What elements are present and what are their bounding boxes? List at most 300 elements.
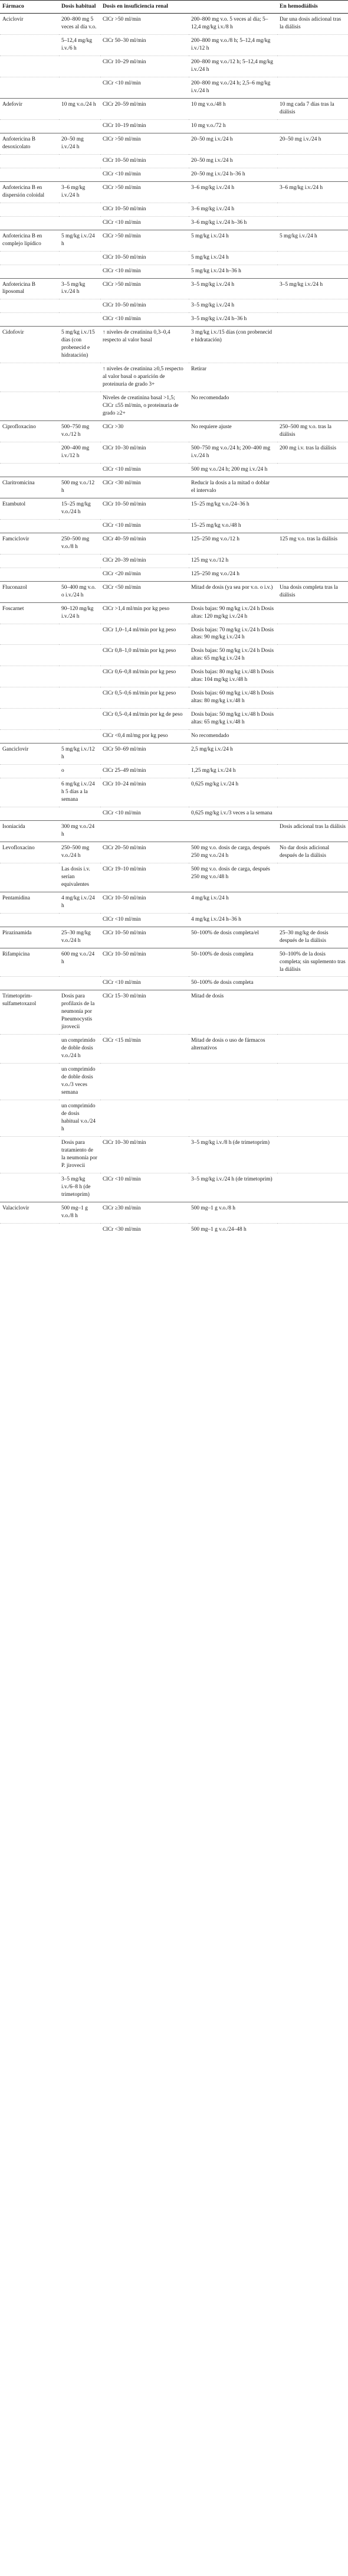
cell-condition: ClCr <10 ml/min (100, 519, 189, 533)
cell-usual-dose (59, 265, 100, 278)
cell-hemodialysis (277, 687, 348, 709)
cell-drug (0, 1064, 59, 1100)
cell-drug (0, 251, 59, 265)
cell-usual-dose (59, 807, 100, 820)
cell-condition: ClCr <50 ml/min (100, 581, 189, 602)
cell-drug: Isoniacida (0, 820, 59, 842)
cell-condition: ↑ niveles de creatinina 0,3–0,4 respecto al valor basal (100, 327, 189, 363)
cell-usual-dose: 90–120 mg/kg i.v./24 h (59, 602, 100, 624)
cell-renal-dose: 3–6 mg/kg i.v./24 h–36 h (189, 216, 277, 230)
cell-hemodialysis (277, 778, 348, 807)
cell-usual-dose (59, 624, 100, 645)
table-row (0, 154, 348, 168)
cell-renal-dose: 20–50 mg i.v./24 h–36 h (189, 168, 277, 181)
cell-drug (0, 554, 59, 568)
cell-hemodialysis (277, 477, 348, 498)
cell-renal-dose: Mitad de dosis (ya sea por v.o. o i.v.) (189, 581, 277, 602)
cell-renal-dose: 2,5 mg/kg i.v./24 h (189, 744, 277, 765)
cell-condition: ClCr 19–10 ml/min (100, 863, 189, 892)
cell-drug (0, 56, 59, 77)
cell-renal-dose: No recomendado (189, 730, 277, 744)
cell-renal-dose: 3–5 mg/kg i.v./24 h (de trimetoprim) (189, 1173, 277, 1202)
cell-hemodialysis: 3–5 mg/kg i.v./24 h (277, 278, 348, 299)
cell-hemodialysis: 50–100% de la dosis completa; sin suplemento tras la diálisis (277, 948, 348, 977)
cell-condition (100, 1064, 189, 1100)
cell-hemodialysis (277, 251, 348, 265)
cell-hemodialysis (277, 977, 348, 990)
cell-usual-dose: 6 mg/kg i.v./24 h 5 días a la semana (59, 778, 100, 807)
cell-renal-dose: 3 mg/kg i.v./15 días (con probenecid e hidratación) (189, 327, 277, 363)
cell-drug (0, 77, 59, 99)
table-row (0, 168, 348, 181)
cell-condition: ClCr <10 ml/min (100, 265, 189, 278)
cell-usual-dose (59, 203, 100, 216)
cell-drug (0, 392, 59, 421)
cell-hemodialysis (277, 892, 348, 913)
table-row (0, 313, 348, 327)
cell-drug (0, 778, 59, 807)
cell-hemodialysis: 20–50 mg i.v./24 h (277, 133, 348, 154)
cell-condition (100, 1100, 189, 1137)
cell-drug: Anfotericina B desoxicolato (0, 133, 59, 154)
cell-renal-dose: 15–25 mg/kg v.o./48 h (189, 519, 277, 533)
cell-usual-dose: 5 mg/kg i.v./12 h (59, 744, 100, 765)
cell-condition: ClCr <10 ml/min (100, 77, 189, 99)
cell-hemodialysis: Dosis adicional tras la diálisis (277, 820, 348, 842)
cell-drug: Adefovir (0, 98, 59, 119)
table-row (0, 477, 348, 498)
cell-condition: ClCr 10–50 ml/min (100, 203, 189, 216)
cell-hemodialysis (277, 1064, 348, 1100)
cell-condition: ClCr <10 ml/min (100, 216, 189, 230)
cell-hemodialysis (277, 765, 348, 778)
cell-drug: Aciclovir (0, 14, 59, 35)
cell-renal-dose: 4 mg/kg i.v./24 h (189, 892, 277, 913)
cell-renal-dose: 4 mg/kg i.v./24 h–36 h (189, 913, 277, 927)
table-row (0, 778, 348, 807)
table-row (0, 568, 348, 581)
cell-usual-dose: 50–400 mg v.o. o i.v./24 h (59, 581, 100, 602)
cell-condition: ClCr 50–69 ml/min (100, 744, 189, 765)
cell-usual-dose (59, 363, 100, 392)
cell-hemodialysis (277, 913, 348, 927)
cell-renal-dose: Reducir la dosis a la mitad o doblar el intervalo (189, 477, 277, 498)
cell-usual-dose (59, 216, 100, 230)
cell-condition: ClCr <10 ml/min (100, 977, 189, 990)
cell-hemodialysis (277, 730, 348, 744)
cell-drug: Foscarnet (0, 602, 59, 624)
table-row (0, 1223, 348, 1236)
cell-usual-dose: 5 mg/kg i.v./15 días (con probenecid e hidratación) (59, 327, 100, 363)
cell-condition: ClCr <10 ml/min (100, 913, 189, 927)
table-row (0, 119, 348, 133)
cell-usual-dose: 4 mg/kg i.v./24 h (59, 892, 100, 913)
table-row (0, 1202, 348, 1223)
cell-usual-dose: 3–5 mg/kg i.v./6–8 h (de trimetoprim) (59, 1173, 100, 1202)
cell-hemodialysis: 10 mg cada 7 días tras la diálisis (277, 98, 348, 119)
table-body (0, 14, 348, 1237)
table-row (0, 624, 348, 645)
cell-renal-dose: 3–6 mg/kg i.v./24 h (189, 203, 277, 216)
table-row (0, 1136, 348, 1173)
cell-usual-dose (59, 645, 100, 666)
cell-condition: ClCr <30 ml/min (100, 477, 189, 498)
cell-condition: ClCr 10–50 ml/min (100, 299, 189, 313)
cell-usual-dose: 15–25 mg/kg v.o./24 h (59, 498, 100, 519)
table-row (0, 363, 348, 392)
cell-drug (0, 666, 59, 687)
cell-condition: ClCr 10–29 ml/min (100, 56, 189, 77)
cell-renal-dose: Retirar (189, 363, 277, 392)
cell-hemodialysis (277, 299, 348, 313)
cell-hemodialysis: 250–500 mg v.o. tras la diálisis (277, 421, 348, 442)
cell-condition: ClCr <0,4 ml/mg por kg peso (100, 730, 189, 744)
cell-usual-dose (59, 392, 100, 421)
cell-usual-dose: 500 mg v.o./12 h (59, 477, 100, 498)
cell-condition: ClCr >50 ml/min (100, 133, 189, 154)
cell-renal-dose: Dosis bajas: 70 mg/kg i.v./24 h Dosis altas: 90 mg/kg i.v./24 h (189, 624, 277, 645)
cell-renal-dose: 125 mg v.o./12 h (189, 554, 277, 568)
cell-renal-dose: 200–800 mg v.o./24 h; 2,5–6 mg/kg i.v./24 h (189, 77, 277, 99)
cell-drug (0, 35, 59, 56)
table-row (0, 519, 348, 533)
cell-condition: ClCr 10–30 ml/min (100, 1136, 189, 1173)
cell-drug (0, 463, 59, 477)
cell-hemodialysis: Una dosis completa tras la diálisis (277, 581, 348, 602)
cell-usual-dose (59, 313, 100, 327)
cell-condition: ClCr 0,5–0,6 ml/min por kg peso (100, 687, 189, 709)
cell-hemodialysis (277, 624, 348, 645)
cell-usual-dose: 500–750 mg v.o./12 h (59, 421, 100, 442)
cell-renal-dose: 200–800 mg v.o. 5 veces al día; 5–12,4 mg/kg i.v./8 h (189, 14, 277, 35)
table-row (0, 765, 348, 778)
cell-drug (0, 519, 59, 533)
cell-condition: ClCr 10–50 ml/min (100, 948, 189, 977)
cell-renal-dose: 500 mg–1 g v.o./24–48 h (189, 1223, 277, 1236)
cell-condition: Niveles de creatinina basal >1,5; ClCr ≤55 ml/min, o proteinuria de grado ≥2+ (100, 392, 189, 421)
cell-renal-dose: 3–5 mg/kg i.v./24 h–36 h (189, 313, 277, 327)
table-row (0, 77, 348, 99)
cell-drug (0, 709, 59, 730)
cell-usual-dose: Las dosis i.v. serían equivalentes (59, 863, 100, 892)
cell-renal-dose: 20–50 mg i.v./24 h (189, 133, 277, 154)
cell-condition: ClCr 10–24 ml/min (100, 778, 189, 807)
cell-condition: ClCr >30 (100, 421, 189, 442)
cell-renal-dose: 1,25 mg/kg i.v./24 h (189, 765, 277, 778)
table-row (0, 581, 348, 602)
cell-drug: Valaciclovir (0, 1202, 59, 1223)
cell-hemodialysis (277, 666, 348, 687)
cell-usual-dose: 20–50 mg i.v./24 h (59, 133, 100, 154)
cell-hemodialysis (277, 168, 348, 181)
cell-usual-dose: un comprimido de doble dosis v.o./24 h (59, 1035, 100, 1064)
table-row (0, 216, 348, 230)
cell-hemodialysis (277, 265, 348, 278)
table-row (0, 278, 348, 299)
table-row (0, 645, 348, 666)
table-row (0, 554, 348, 568)
cell-usual-dose: un comprimido de doble dosis v.o./3 veces semana (59, 1064, 100, 1100)
table-row (0, 56, 348, 77)
header-drug: Fármaco (0, 1, 59, 14)
cell-renal-dose: 50–100% de dosis completa/el (189, 927, 277, 948)
drug-dosing-table-container (0, 0, 348, 1237)
cell-hemodialysis (277, 1136, 348, 1173)
cell-usual-dose (59, 519, 100, 533)
table-row (0, 442, 348, 464)
cell-renal-dose: Dosis bajas: 80 mg/kg i.v./48 h Dosis altas: 104 mg/kg i.v./48 h (189, 666, 277, 687)
table-row (0, 35, 348, 56)
cell-hemodialysis (277, 645, 348, 666)
cell-renal-dose: 500 mg v.o. dosis de carga, después 250 mg v.o./24 h (189, 842, 277, 863)
cell-drug (0, 119, 59, 133)
cell-renal-dose: 0,625 mg/kg i.v./24 h (189, 778, 277, 807)
cell-condition: ClCr >50 ml/min (100, 181, 189, 203)
cell-condition: ClCr <10 ml/min (100, 807, 189, 820)
cell-hemodialysis (277, 463, 348, 477)
cell-condition: ClCr <20 ml/min (100, 568, 189, 581)
cell-condition: ClCr >1,4 ml/min por kg peso (100, 602, 189, 624)
table-row (0, 1173, 348, 1202)
cell-renal-dose: Dosis bajas: 90 mg/kg i.v./24 h Dosis altas: 120 mg/kg i.v./24 h (189, 602, 277, 624)
cell-renal-dose: 125–250 mg v.o./12 h (189, 533, 277, 554)
cell-drug: Pentamidina (0, 892, 59, 913)
cell-usual-dose: 25–30 mg/kg v.o./24 h (59, 927, 100, 948)
cell-hemodialysis (277, 392, 348, 421)
cell-hemodialysis (277, 154, 348, 168)
cell-drug (0, 765, 59, 778)
cell-hemodialysis (277, 990, 348, 1035)
cell-renal-dose: 3–5 mg/kg i.v./24 h (189, 299, 277, 313)
cell-drug: Anfotericina B en complejo lipídico (0, 230, 59, 251)
cell-usual-dose: 300 mg v.o./24 h (59, 820, 100, 842)
cell-drug (0, 645, 59, 666)
cell-usual-dose (59, 709, 100, 730)
cell-drug (0, 216, 59, 230)
cell-condition: ClCr <10 ml/min (100, 168, 189, 181)
cell-renal-dose: 50–100% de dosis completa (189, 977, 277, 990)
cell-usual-dose (59, 463, 100, 477)
cell-drug (0, 203, 59, 216)
cell-renal-dose: 3–5 mg/kg i.v./24 h (189, 278, 277, 299)
cell-condition: ClCr 10–50 ml/min (100, 498, 189, 519)
cell-renal-dose: 500 mg v.o. dosis de carga, después 250 mg v.o./48 h (189, 863, 277, 892)
cell-renal-dose: Dosis bajas: 60 mg/kg i.v./48 h Dosis altas: 80 mg/kg i.v./48 h (189, 687, 277, 709)
table-row (0, 251, 348, 265)
cell-renal-dose (189, 1064, 277, 1100)
cell-usual-dose: 250–500 mg v.o./24 h (59, 842, 100, 863)
cell-usual-dose (59, 299, 100, 313)
cell-renal-dose: 5 mg/kg i.v./24 h (189, 251, 277, 265)
cell-usual-dose (59, 168, 100, 181)
header-usual-dose: Dosis habitual (59, 1, 100, 14)
cell-renal-dose: 5 mg/kg i.v./24 h (189, 230, 277, 251)
cell-drug (0, 1223, 59, 1236)
cell-drug: Pirazinamida (0, 927, 59, 948)
cell-hemodialysis (277, 807, 348, 820)
cell-renal-dose: 500 mg–1 g v.o./8 h (189, 1202, 277, 1223)
cell-renal-dose: 500–750 mg v.o./24 h; 200–400 mg i.v./24 h (189, 442, 277, 464)
cell-usual-dose (59, 977, 100, 990)
table-row (0, 230, 348, 251)
cell-condition: ClCr >50 ml/min (100, 14, 189, 35)
cell-drug (0, 154, 59, 168)
cell-condition: ClCr 10–19 ml/min (100, 119, 189, 133)
cell-drug (0, 624, 59, 645)
cell-condition: ClCr 25–49 ml/min (100, 765, 189, 778)
cell-usual-dose: 3–5 mg/kg i.v./24 h (59, 278, 100, 299)
cell-hemodialysis: 125 mg v.o. tras la diálisis (277, 533, 348, 554)
cell-condition: ClCr 20–59 ml/min (100, 98, 189, 119)
cell-usual-dose: 3–6 mg/kg i.v./24 h (59, 181, 100, 203)
cell-drug: Fluconazol (0, 581, 59, 602)
cell-hemodialysis (277, 327, 348, 363)
cell-drug (0, 977, 59, 990)
cell-renal-dose (189, 1100, 277, 1137)
cell-hemodialysis (277, 709, 348, 730)
table-row (0, 842, 348, 863)
table-row (0, 265, 348, 278)
table-row (0, 299, 348, 313)
table-row (0, 807, 348, 820)
cell-condition: ClCr <10 ml/min (100, 463, 189, 477)
cell-usual-dose: 200–800 mg 5 veces al día v.o. (59, 14, 100, 35)
cell-condition: ClCr 20–39 ml/min (100, 554, 189, 568)
cell-usual-dose: Dosis para profilaxis de la neumonía por Pneumocystis jirovecii (59, 990, 100, 1035)
cell-hemodialysis: 200 mg i.v. tras la diálisis (277, 442, 348, 464)
cell-drug (0, 442, 59, 464)
cell-hemodialysis (277, 363, 348, 392)
table-row (0, 602, 348, 624)
cell-hemodialysis (277, 77, 348, 99)
cell-usual-dose (59, 687, 100, 709)
table-row (0, 14, 348, 35)
cell-usual-dose (59, 568, 100, 581)
cell-condition: ClCr <15 ml/min (100, 1035, 189, 1064)
cell-hemodialysis: No dar dosis adicional después de la diálisis (277, 842, 348, 863)
cell-condition: ClCr 10–30 ml/min (100, 442, 189, 464)
cell-drug (0, 1100, 59, 1137)
cell-hemodialysis (277, 119, 348, 133)
cell-condition: ClCr >50 ml/min (100, 278, 189, 299)
cell-drug (0, 568, 59, 581)
cell-condition (100, 820, 189, 842)
cell-drug (0, 913, 59, 927)
cell-usual-dose: 250–500 mg v.o./8 h (59, 533, 100, 554)
cell-condition: ClCr 1,0–1,4 ml/min por kg peso (100, 624, 189, 645)
table-row (0, 463, 348, 477)
cell-drug: Etambutol (0, 498, 59, 519)
cell-renal-dose: 10 mg v.o./72 h (189, 119, 277, 133)
cell-hemodialysis (277, 216, 348, 230)
cell-renal-dose: 125–250 mg v.o./24 h (189, 568, 277, 581)
table-row (0, 948, 348, 977)
cell-renal-dose: Mitad de dosis (189, 990, 277, 1035)
cell-usual-dose (59, 913, 100, 927)
drug-dosing-table (0, 0, 348, 1237)
table-row (0, 327, 348, 363)
cell-usual-dose: 500 mg–1 g v.o./8 h (59, 1202, 100, 1223)
cell-drug (0, 168, 59, 181)
cell-drug (0, 863, 59, 892)
cell-condition: ClCr 10–50 ml/min (100, 154, 189, 168)
cell-condition: ClCr 10–50 ml/min (100, 927, 189, 948)
cell-drug: Ganciclovir (0, 744, 59, 765)
cell-usual-dose (59, 56, 100, 77)
cell-condition: ClCr 50–30 ml/min (100, 35, 189, 56)
table-row (0, 181, 348, 203)
cell-usual-dose (59, 554, 100, 568)
table-row (0, 744, 348, 765)
cell-renal-dose: No recomendado (189, 392, 277, 421)
header-hemodialysis: En hemodiálisis (277, 1, 348, 14)
cell-condition: ClCr <10 ml/min (100, 313, 189, 327)
cell-hemodialysis (277, 498, 348, 519)
cell-condition: ↑ niveles de creatinina ≥0,5 respecto al valor basal o aparición de proteinuria de grado 3+ (100, 363, 189, 392)
cell-usual-dose: 600 mg v.o./24 h (59, 948, 100, 977)
cell-hemodialysis: 3–6 mg/kg i.v./24 h (277, 181, 348, 203)
cell-usual-dose: o (59, 765, 100, 778)
table-row (0, 203, 348, 216)
table-row (0, 392, 348, 421)
table-row (0, 863, 348, 892)
table-row (0, 1035, 348, 1064)
header-renal-dose: Dosis en insuficiencia renal (100, 1, 277, 14)
cell-hemodialysis (277, 1202, 348, 1223)
cell-renal-dose: Mitad de dosis o uso de fármacos alternativos (189, 1035, 277, 1064)
table-row (0, 1100, 348, 1137)
cell-hemodialysis (277, 1173, 348, 1202)
cell-hemodialysis (277, 35, 348, 56)
cell-usual-dose: Dosis para tratamiento de la neumonía por P. jirovecii (59, 1136, 100, 1173)
cell-hemodialysis (277, 1223, 348, 1236)
cell-renal-dose: 500 mg v.o./24 h; 200 mg i.v./24 h (189, 463, 277, 477)
cell-renal-dose: 5 mg/kg i.v./24 h–36 h (189, 265, 277, 278)
table-row (0, 421, 348, 442)
cell-usual-dose (59, 77, 100, 99)
cell-hemodialysis: 5 mg/kg i.v./24 h (277, 230, 348, 251)
cell-drug: Levofloxacino (0, 842, 59, 863)
cell-drug: Claritromicina (0, 477, 59, 498)
cell-drug (0, 363, 59, 392)
table-row (0, 709, 348, 730)
table-row (0, 666, 348, 687)
cell-drug: Rifampicina (0, 948, 59, 977)
cell-drug (0, 1136, 59, 1173)
cell-condition: ClCr 15–30 ml/min (100, 990, 189, 1035)
cell-usual-dose: un comprimido de dosis habitual v.o./24 h (59, 1100, 100, 1137)
cell-hemodialysis: Dar una dosis adicional tras la diálisis (277, 14, 348, 35)
cell-renal-dose: Dosis bajas: 50 mg/kg i.v./48 h Dosis altas: 65 mg/kg i.v./48 h (189, 709, 277, 730)
cell-renal-dose: No requiere ajuste (189, 421, 277, 442)
cell-hemodialysis (277, 744, 348, 765)
cell-renal-dose: 3–6 mg/kg i.v./24 h (189, 181, 277, 203)
cell-usual-dose (59, 119, 100, 133)
cell-condition: ClCr >50 ml/min (100, 230, 189, 251)
table-row (0, 498, 348, 519)
cell-condition: ClCr 10–50 ml/min (100, 251, 189, 265)
cell-drug (0, 299, 59, 313)
cell-condition: ClCr 40–59 ml/min (100, 533, 189, 554)
cell-hemodialysis (277, 568, 348, 581)
cell-renal-dose: 3–5 mg/kg i.v./8 h (de trimetoprim) (189, 1136, 277, 1173)
table-row (0, 892, 348, 913)
table-row (0, 730, 348, 744)
cell-drug: Ciprofloxacino (0, 421, 59, 442)
cell-drug (0, 265, 59, 278)
cell-renal-dose: 200–800 mg v.o./8 h; 5–12,4 mg/kg i.v./12 h (189, 35, 277, 56)
table-row (0, 977, 348, 990)
